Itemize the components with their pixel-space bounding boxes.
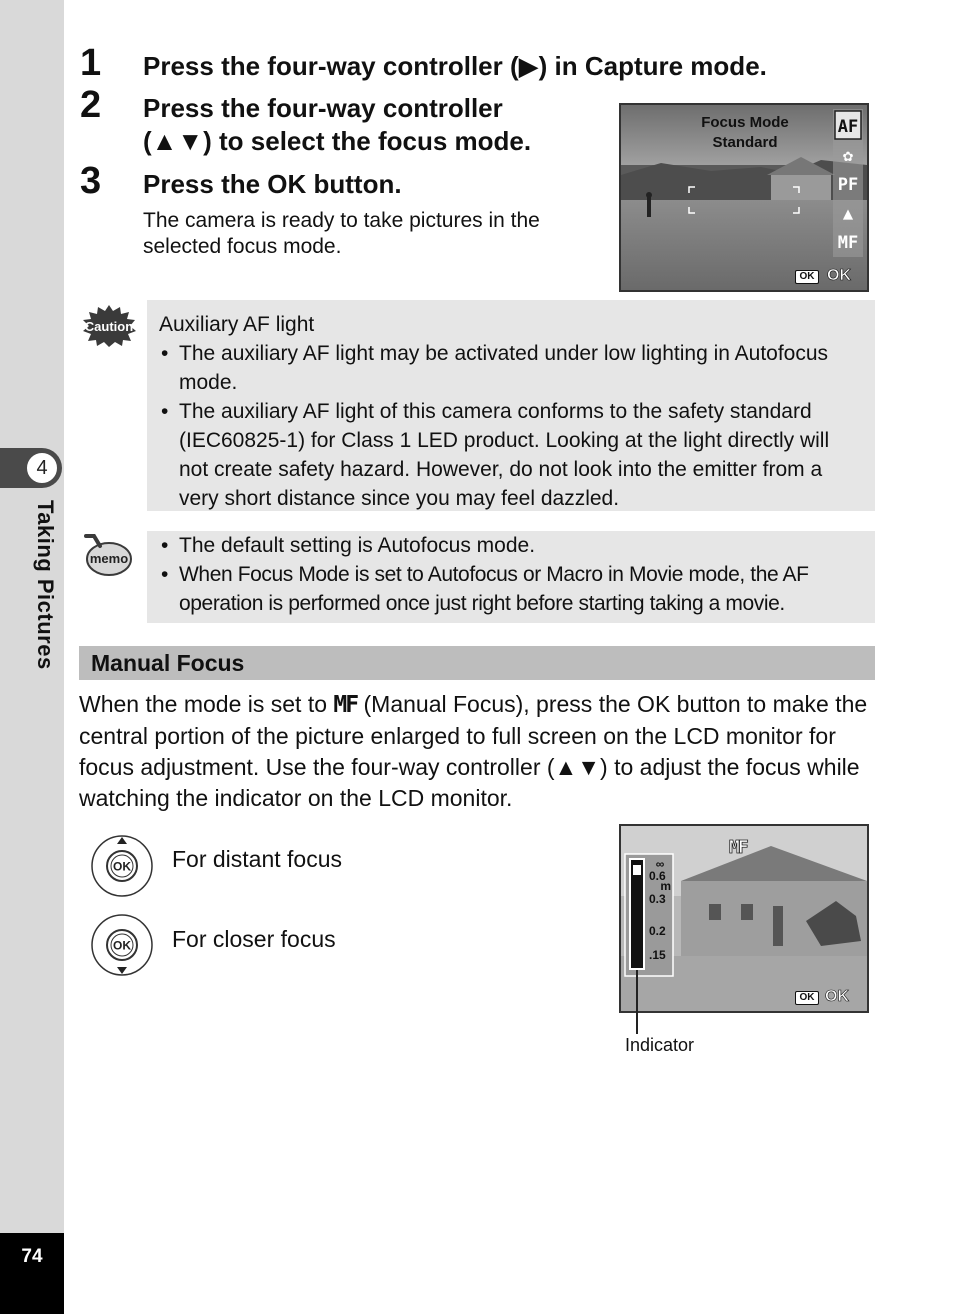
step-3-number: 3	[80, 160, 102, 202]
caution-icon	[80, 303, 138, 347]
mode-manual-focus-icon: MF	[837, 233, 859, 253]
distant-focus-label: For distant focus	[172, 846, 343, 872]
scale-infinity-mark: ∞	[655, 857, 665, 871]
manual-focus-para-before: When the mode is set to	[79, 691, 334, 717]
caution-item: • The auxiliary AF light may be activated under low lighting in Autofocus mode.	[159, 339, 863, 397]
section-title: Manual Focus	[91, 650, 245, 676]
indicator-leader-line	[636, 970, 638, 1034]
mode-macro-icon: ✿	[842, 146, 854, 166]
caution-icon-label: Caution	[84, 319, 134, 334]
indicator-label: Indicator	[625, 1035, 695, 1055]
controller-up-icon	[89, 833, 155, 899]
screen1-title-line1: Focus Mode	[701, 114, 789, 131]
ok-label: OK	[825, 988, 849, 1005]
ok-key-icon: OK	[795, 991, 819, 1005]
memo-item: • When Focus Mode is set to Autofocus or Macro in Movie mode, the AF operation is performed once just right before starting taking a movie.	[159, 560, 863, 618]
mf-icon: MF	[333, 692, 358, 718]
memo-box	[147, 531, 875, 623]
scale-unit: m	[660, 879, 671, 893]
caution-title: Auxiliary AF light	[159, 313, 315, 336]
memo-item: • The default setting is Autofocus mode.	[159, 531, 863, 560]
screen1-title-line2: Standard	[712, 134, 778, 151]
controller-down-icon	[89, 912, 155, 978]
memo-icon	[80, 532, 134, 578]
side-band	[0, 0, 64, 1314]
scale-mark: 0.2	[649, 924, 666, 938]
scale-mark: 0.6	[649, 869, 666, 883]
ok-key-icon: OK	[795, 270, 819, 284]
caution-item: • The auxiliary AF light of this camera conforms to the safety standard (IEC60825-1) for Class 1 LED product. Looking at the light directly will not create safety hazard. However, do not look into the emitter from a very short distance since you may feel dazzled.	[159, 397, 863, 513]
focus-mode-screen	[619, 103, 869, 292]
manual-focus-screen	[619, 824, 869, 1013]
scale-mark: .15	[649, 948, 666, 962]
manual-focus-paragraph	[79, 689, 875, 814]
closer-focus-label: For closer focus	[172, 926, 336, 952]
ok-label: OK	[827, 267, 851, 284]
mode-pan-focus-icon: PF	[837, 175, 859, 195]
page-number: 74	[21, 1246, 43, 1267]
controller-ok-label: OK	[113, 859, 131, 874]
mode-af-icon: AF	[837, 117, 859, 137]
chapter-title: Taking Pictures	[33, 500, 58, 670]
mode-infinity-icon: ▲	[842, 204, 854, 224]
step-3-desc-line2: selected focus mode.	[143, 235, 342, 258]
step-2-number: 2	[80, 84, 102, 126]
step-3-desc-line1: The camera is ready to take pictures in the	[143, 209, 540, 232]
step-2-line1: Press the four-way controller	[143, 93, 503, 123]
section-bar	[79, 646, 875, 680]
controller-ok-label: OK	[113, 938, 131, 953]
memo-icon-label: memo	[89, 551, 129, 566]
step-1-number: 1	[80, 42, 102, 84]
scale-mark: 0.3	[649, 892, 666, 906]
manual-focus-para-after: (Manual Focus), press the OK button to make the central portion of the picture enlarged to full screen on the LCD monitor for focus adjustment. Use the four-way controller (▲▼) to adjust the focus while watching the indicator on the LCD monitor.	[79, 691, 868, 811]
step-3-text: Press the OK button.	[143, 169, 402, 199]
caution-box	[147, 300, 875, 511]
step-1-text: Press the four-way controller (▶) in Capture mode.	[143, 51, 767, 81]
chapter-number: 4	[25, 451, 59, 485]
mf-mode-icon: MF	[729, 837, 747, 858]
step-2-line2: (▲▼) to select the focus mode.	[143, 126, 532, 156]
